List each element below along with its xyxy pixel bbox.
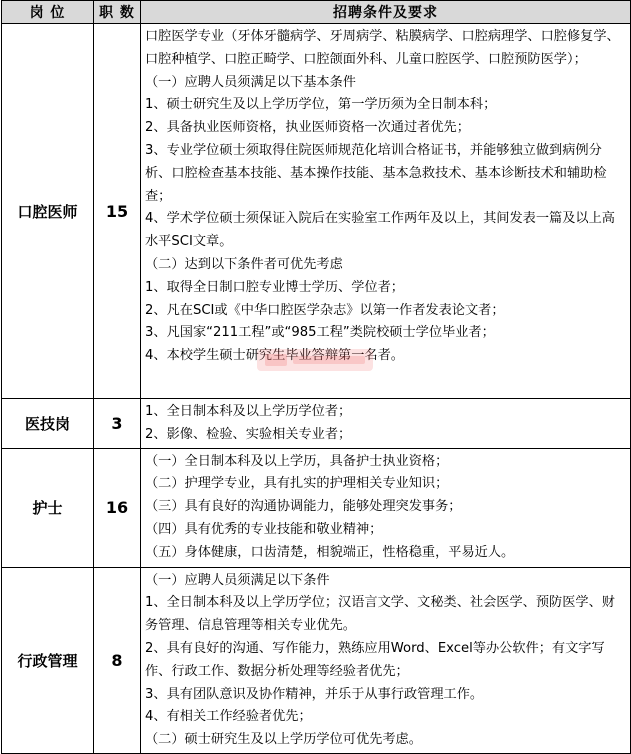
requirements-cell [141,448,631,567]
requirement-line: （二）达到以下条件者可优先考虑 [145,256,343,272]
requirement-line: 1、取得全日制口腔专业博士学历、学位者； [145,279,404,295]
requirement-line: （三）具有良好的沟通协调能力，能够处理突发事务； [145,499,462,515]
requirements-cell [141,399,631,449]
table-row [2,448,631,567]
requirements-cell [141,24,631,399]
requirement-line: 3、专业学位硕士须取得住院医师规范化培训合格证书，并能够独立做到病例分析、口腔检查基本技能、基本操作技能、基本急救技术、基本诊断技术和辅助检查； [145,142,607,204]
count-cell: 15 [94,24,141,399]
requirement-line: 2、具有良好的沟通、写作能力，熟练应用Word、Excel等办公软件；有文字写作、行政工作、数据分析处理等经验者优先； [145,640,605,679]
header-requirements: 招聘条件及要求 [141,1,631,24]
requirement-line: 1、全日制本科及以上学历学位；汉语言文学、文秘类、社会医学、预防医学、财务管理、信息管理等相关专业优先。 [145,595,615,634]
requirement-line: （五）身体健康，口齿清楚，相貌端正，性格稳重，平易近人。 [145,544,515,560]
count-cell: 3 [94,399,141,449]
count-cell: 16 [94,448,141,567]
requirement-line: 3、凡国家“211工程”或“985工程”类院校硕士学位毕业者； [145,325,495,341]
position-cell: 护士 [2,448,94,567]
requirement-line: 2、具备执业医师资格，执业医师资格一次通过者优先； [145,120,470,136]
position-cell: 行政管理 [2,567,94,753]
requirements-cell [141,567,631,753]
requirement-line: （二）护理学专业，具有扎实的护理相关专业知识； [145,476,449,492]
table-row [2,567,631,753]
requirement-line: 口腔医学专业（牙体牙髓病学、牙周病学、粘膜病学、口腔病理学、口腔修复学、口腔种植学、口腔正畸学、口腔颌面外科、儿童口腔医学、口腔预防医学）； [145,29,620,67]
requirement-line: 2、影像、检验、实验相关专业者； [145,426,352,442]
position-cell: 口腔医师 [2,24,94,399]
requirement-line: 3、具有团队意识及协作精神，并乐于从事行政管理工作。 [145,686,484,702]
count-cell: 8 [94,567,141,753]
requirement-line: （四）具有优秀的专业技能和敬业精神； [145,521,383,537]
requirement-line: 4、本校学生硕士研究生毕业答辩第一名者。 [145,348,404,364]
requirement-line: 1、全日制本科及以上学历学位者； [145,404,352,419]
table-row [2,24,631,399]
table-row [2,399,631,449]
recruitment-table [1,0,631,754]
requirement-line: （二）硕士研究生及以上学历学位可优先考虑。 [145,732,422,748]
requirement-line: （一）应聘人员须满足以下条件 [145,572,330,588]
requirement-line: 4、有相关工作经验者优先； [145,709,312,725]
position-cell: 医技岗 [2,399,94,449]
requirement-line: （一）全日制本科及以上学历，具备护士执业资格； [145,453,449,469]
header-count: 职 数 [94,1,141,24]
requirement-line: 1、硕士研究生及以上学历学位，第一学历须为全日制本科； [145,97,497,113]
header-position: 岗 位 [2,1,94,24]
requirement-line: 4、学术学位硕士须保证入院后在实验室工作两年及以上，其间发表一篇及以上高水平SCI文章。 [145,211,615,250]
requirement-line: （一）应聘人员须满足以下基本条件 [145,74,356,90]
table-header-row [2,1,631,24]
requirement-line: 2、凡在SCI或《中华口腔医学杂志》以第一作者发表论文者； [145,302,505,318]
